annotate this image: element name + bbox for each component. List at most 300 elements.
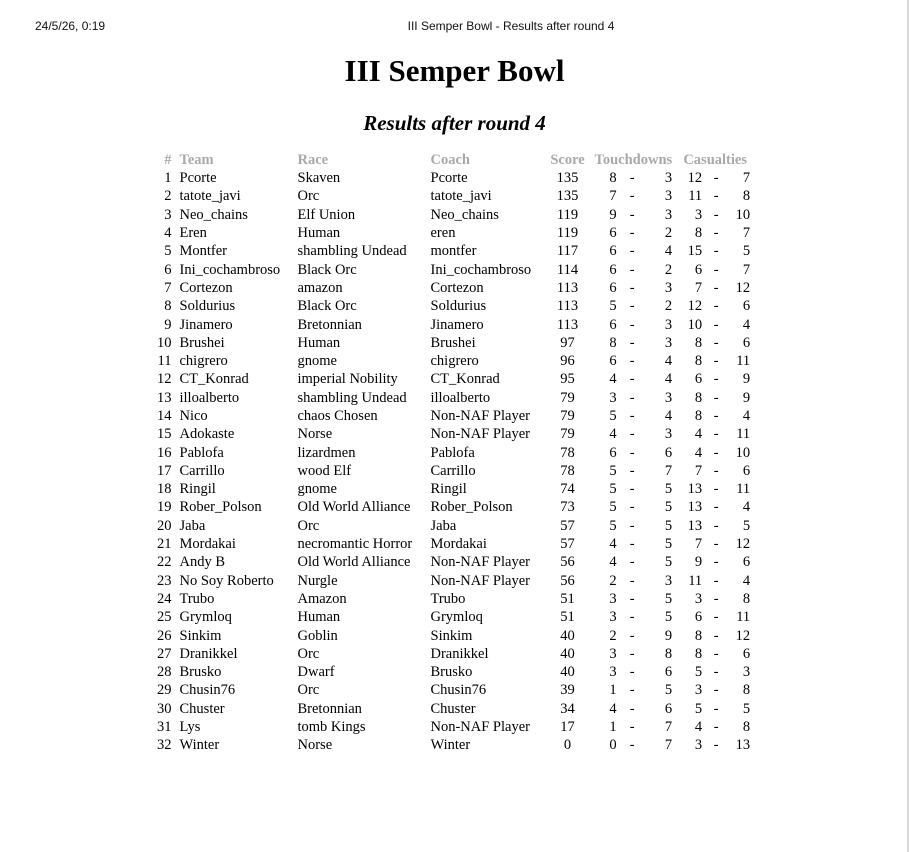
touchdowns-against-cell: 2 xyxy=(664,225,673,242)
rank-cell: 23 xyxy=(157,572,172,589)
touchdowns-against-cell: 4 xyxy=(664,371,673,388)
casualties-separator: - xyxy=(713,444,719,461)
coach-cell: Neo_chains xyxy=(430,206,499,223)
touchdowns-against-cell: 4 xyxy=(664,353,673,370)
team-cell: Chuster xyxy=(179,700,225,717)
touchdowns-against-cell: 5 xyxy=(664,682,673,699)
rank-cell: 22 xyxy=(157,554,172,571)
casualties-against-cell: 4 xyxy=(742,572,751,589)
table-row xyxy=(153,334,754,352)
touchdowns-separator: - xyxy=(629,609,635,626)
casualties-separator: - xyxy=(713,334,719,351)
race-cell: Human xyxy=(297,225,341,242)
coach-cell: Trubo xyxy=(430,590,466,607)
table-row xyxy=(153,718,754,736)
coach-cell: tatote_javi xyxy=(430,188,492,205)
casualties-against-cell: 9 xyxy=(742,371,751,388)
coach-cell: Pablofa xyxy=(430,444,475,461)
touchdowns-for-cell: 4 xyxy=(609,371,617,388)
race-cell: Amazon xyxy=(297,590,347,607)
race-cell: gnome xyxy=(297,481,337,498)
touchdowns-separator: - xyxy=(629,719,635,736)
touchdowns-against-cell: 6 xyxy=(664,700,673,717)
coach-cell: Cortezon xyxy=(430,279,484,296)
casualties-separator: - xyxy=(713,225,719,242)
touchdowns-for-cell: 5 xyxy=(609,481,617,498)
score-cell: 57 xyxy=(560,517,575,534)
table-row xyxy=(153,407,754,425)
score-cell: 39 xyxy=(560,682,575,699)
coach-cell: Jinamero xyxy=(430,316,484,333)
score-cell: 79 xyxy=(560,389,575,406)
touchdowns-separator: - xyxy=(629,206,635,223)
touchdowns-against-cell: 7 xyxy=(664,719,673,736)
score-cell: 40 xyxy=(560,664,575,681)
rank-cell: 8 xyxy=(164,298,172,315)
table-row xyxy=(153,370,754,388)
casualties-against-cell: 12 xyxy=(735,627,751,644)
touchdowns-for-cell: 3 xyxy=(609,389,617,406)
team-cell: Montfer xyxy=(179,243,228,260)
score-cell: 40 xyxy=(560,645,575,662)
touchdowns-against-cell: 3 xyxy=(664,389,673,406)
touchdowns-separator: - xyxy=(629,554,635,571)
rank-cell: 30 xyxy=(157,700,172,717)
team-cell: Jaba xyxy=(179,517,206,534)
casualties-separator: - xyxy=(713,554,719,571)
touchdowns-against-cell: 5 xyxy=(664,590,673,607)
casualties-against-cell: 5 xyxy=(742,243,751,260)
touchdowns-against-cell: 3 xyxy=(664,188,673,205)
team-cell: Pablofa xyxy=(179,444,224,461)
coach-cell: Ini_cochambroso xyxy=(430,261,532,278)
touchdowns-separator: - xyxy=(629,645,635,662)
casualties-separator: - xyxy=(713,371,719,388)
column-header-touchdowns: Touchdowns xyxy=(594,151,673,168)
touchdowns-against-cell: 5 xyxy=(664,499,673,516)
team-cell: CT_Konrad xyxy=(179,371,249,388)
touchdowns-separator: - xyxy=(629,664,635,681)
casualties-for-cell: 8 xyxy=(694,334,703,351)
coach-cell: Non-NAF Player xyxy=(430,408,530,424)
casualties-for-cell: 5 xyxy=(694,664,703,681)
race-cell: Skaven xyxy=(297,170,341,187)
score-cell: 73 xyxy=(560,499,575,516)
touchdowns-for-cell: 5 xyxy=(609,517,617,534)
results-table-header xyxy=(153,151,754,169)
table-row xyxy=(153,315,754,333)
rank-cell: 15 xyxy=(157,426,172,443)
casualties-for-cell: 13 xyxy=(687,517,703,534)
casualties-separator: - xyxy=(713,206,719,223)
touchdowns-for-cell: 5 xyxy=(609,298,617,315)
casualties-for-cell: 4 xyxy=(694,719,703,736)
coach-cell: Sinkim xyxy=(430,627,473,644)
touchdowns-against-cell: 3 xyxy=(664,316,673,333)
team-cell: Eren xyxy=(179,225,207,242)
touchdowns-for-cell: 2 xyxy=(609,572,617,589)
rank-cell: 26 xyxy=(157,627,172,644)
score-cell: 74 xyxy=(560,481,575,498)
race-cell: gnome xyxy=(297,353,337,370)
coach-cell: Rober_Polson xyxy=(430,499,513,516)
table-row xyxy=(153,553,754,571)
casualties-against-cell: 8 xyxy=(742,682,751,699)
touchdowns-for-cell: 1 xyxy=(609,719,617,736)
touchdowns-separator: - xyxy=(629,700,635,717)
casualties-separator: - xyxy=(713,353,719,370)
touchdowns-against-cell: 3 xyxy=(664,572,673,589)
casualties-separator: - xyxy=(713,261,719,278)
column-header-score: Score xyxy=(550,151,585,168)
team-cell: illoalberto xyxy=(179,389,240,406)
table-row xyxy=(153,169,754,187)
table-row xyxy=(153,645,754,663)
score-cell: 78 xyxy=(560,462,575,479)
casualties-for-cell: 11 xyxy=(688,188,703,205)
table-row xyxy=(153,389,754,407)
race-cell: necromantic Horror xyxy=(297,536,413,553)
score-cell: 135 xyxy=(556,170,579,187)
casualties-for-cell: 8 xyxy=(694,225,703,242)
coach-cell: chigrero xyxy=(430,353,479,370)
rank-cell: 3 xyxy=(164,206,172,223)
touchdowns-for-cell: 3 xyxy=(609,609,617,626)
team-cell: Jinamero xyxy=(179,316,233,333)
touchdowns-for-cell: 4 xyxy=(609,536,617,553)
touchdowns-for-cell: 6 xyxy=(609,279,617,296)
race-cell: Bretonnian xyxy=(297,700,362,717)
touchdowns-against-cell: 9 xyxy=(664,627,673,644)
team-cell: Lys xyxy=(179,719,201,736)
coach-cell: illoalberto xyxy=(430,389,491,406)
touchdowns-against-cell: 2 xyxy=(664,261,673,278)
table-row xyxy=(153,608,754,626)
table-row xyxy=(153,663,754,681)
touchdowns-for-cell: 8 xyxy=(609,334,617,351)
coach-cell: Non-NAF Player xyxy=(430,572,530,589)
casualties-against-cell: 6 xyxy=(742,334,751,351)
touchdowns-against-cell: 5 xyxy=(664,517,673,534)
casualties-against-cell: 11 xyxy=(736,353,751,370)
race-cell: Bretonnian xyxy=(297,316,362,333)
touchdowns-against-cell: 8 xyxy=(664,645,673,662)
rank-cell: 2 xyxy=(164,188,172,205)
touchdowns-against-cell: 5 xyxy=(664,481,673,498)
rank-cell: 4 xyxy=(164,225,172,242)
casualties-for-cell: 5 xyxy=(694,700,703,717)
casualties-for-cell: 13 xyxy=(687,481,703,498)
rank-cell: 9 xyxy=(164,316,172,333)
casualties-separator: - xyxy=(713,243,719,260)
rank-cell: 12 xyxy=(157,371,172,388)
touchdowns-separator: - xyxy=(629,627,635,644)
rank-cell: 27 xyxy=(157,645,172,662)
casualties-separator: - xyxy=(713,499,719,516)
casualties-against-cell: 4 xyxy=(742,408,751,424)
rank-cell: 13 xyxy=(157,389,172,406)
touchdowns-for-cell: 7 xyxy=(609,188,617,205)
rank-cell: 1 xyxy=(164,170,172,187)
rank-cell: 18 xyxy=(157,481,172,498)
score-cell: 79 xyxy=(560,426,575,443)
coach-cell: Non-NAF Player xyxy=(430,554,530,571)
touchdowns-for-cell: 9 xyxy=(609,206,617,223)
team-cell: Carrillo xyxy=(179,462,225,479)
touchdowns-against-cell: 6 xyxy=(664,664,673,681)
casualties-for-cell: 7 xyxy=(694,462,703,479)
results-table xyxy=(153,151,754,755)
race-cell: Orc xyxy=(297,188,320,205)
coach-cell: Carrillo xyxy=(430,462,476,479)
race-cell: Orc xyxy=(297,682,320,699)
touchdowns-for-cell: 6 xyxy=(609,316,617,333)
touchdowns-for-cell: 3 xyxy=(609,645,617,662)
casualties-for-cell: 6 xyxy=(694,371,703,388)
score-cell: 51 xyxy=(560,590,575,607)
casualties-separator: - xyxy=(713,645,719,662)
casualties-for-cell: 13 xyxy=(687,499,703,516)
touchdowns-separator: - xyxy=(629,389,635,406)
coach-cell: Winter xyxy=(430,737,471,754)
rank-cell: 14 xyxy=(157,408,172,424)
table-row xyxy=(153,700,754,718)
touchdowns-against-cell: 3 xyxy=(664,334,673,351)
casualties-separator: - xyxy=(713,590,719,607)
touchdowns-for-cell: 4 xyxy=(609,700,617,717)
touchdowns-for-cell: 5 xyxy=(609,462,617,479)
table-row xyxy=(153,480,754,498)
score-cell: 56 xyxy=(560,572,575,589)
race-cell: Old World Alliance xyxy=(297,499,411,516)
race-cell: Nurgle xyxy=(297,572,338,589)
touchdowns-for-cell: 0 xyxy=(609,737,617,754)
casualties-separator: - xyxy=(713,389,719,406)
casualties-for-cell: 3 xyxy=(694,682,703,699)
coach-cell: CT_Konrad xyxy=(430,371,500,388)
team-cell: Soldurius xyxy=(179,298,236,315)
rank-cell: 31 xyxy=(157,719,172,736)
rank-cell: 19 xyxy=(157,499,172,516)
casualties-against-cell: 5 xyxy=(742,700,751,717)
team-cell: Adokaste xyxy=(179,426,235,443)
casualties-for-cell: 8 xyxy=(694,389,703,406)
casualties-separator: - xyxy=(713,682,719,699)
casualties-against-cell: 11 xyxy=(736,426,751,443)
touchdowns-for-cell: 3 xyxy=(609,590,617,607)
page-subtitle: Results after round 4 xyxy=(363,111,546,135)
rank-cell: 7 xyxy=(164,279,172,296)
score-cell: 0 xyxy=(563,737,572,754)
team-cell: Neo_chains xyxy=(179,206,248,223)
race-cell: Old World Alliance xyxy=(297,554,411,571)
team-cell: chigrero xyxy=(179,353,228,370)
casualties-against-cell: 7 xyxy=(742,170,751,187)
touchdowns-against-cell: 3 xyxy=(664,279,673,296)
touchdowns-separator: - xyxy=(629,316,635,333)
touchdowns-for-cell: 3 xyxy=(609,664,617,681)
coach-cell: montfer xyxy=(430,243,477,260)
casualties-against-cell: 11 xyxy=(736,481,751,498)
touchdowns-against-cell: 5 xyxy=(664,554,673,571)
coach-cell: Dranikkel xyxy=(430,645,489,662)
casualties-against-cell: 3 xyxy=(742,664,751,681)
touchdowns-separator: - xyxy=(629,590,635,607)
casualties-separator: - xyxy=(713,627,719,644)
print-date: 24/5/26, 0:19 xyxy=(35,19,106,33)
rank-cell: 16 xyxy=(157,444,172,461)
casualties-separator: - xyxy=(713,188,719,205)
table-row xyxy=(153,535,754,553)
touchdowns-separator: - xyxy=(629,408,635,424)
team-cell: Grymloq xyxy=(179,609,232,626)
table-row xyxy=(153,206,754,224)
race-cell: Orc xyxy=(297,517,320,534)
coach-cell: Mordakai xyxy=(430,536,487,553)
casualties-for-cell: 8 xyxy=(694,645,703,662)
rank-cell: 21 xyxy=(157,536,172,553)
casualties-for-cell: 10 xyxy=(687,316,703,333)
team-cell: Ini_cochambroso xyxy=(179,261,281,278)
table-row xyxy=(153,297,754,315)
column-header-team: Team xyxy=(179,151,214,168)
score-cell: 117 xyxy=(556,243,579,260)
team-cell: Rober_Polson xyxy=(179,499,262,516)
casualties-for-cell: 8 xyxy=(694,353,703,370)
race-cell: Black Orc xyxy=(297,261,357,278)
touchdowns-for-cell: 6 xyxy=(609,353,617,370)
race-cell: Black Orc xyxy=(297,298,357,315)
touchdowns-separator: - xyxy=(629,481,635,498)
touchdowns-against-cell: 7 xyxy=(664,462,673,479)
table-row xyxy=(153,626,754,644)
race-cell: Goblin xyxy=(297,627,338,644)
casualties-against-cell: 4 xyxy=(742,499,751,516)
casualties-against-cell: 8 xyxy=(742,590,751,607)
team-cell: Brusko xyxy=(179,664,222,681)
race-cell: Dwarf xyxy=(297,664,335,681)
table-row xyxy=(153,443,754,461)
casualties-against-cell: 8 xyxy=(742,188,751,205)
casualties-against-cell: 5 xyxy=(742,517,751,534)
touchdowns-separator: - xyxy=(629,225,635,242)
casualties-against-cell: 9 xyxy=(742,389,751,406)
casualties-for-cell: 11 xyxy=(688,572,703,589)
team-cell: Nico xyxy=(179,408,208,424)
touchdowns-separator: - xyxy=(629,737,635,754)
touchdowns-separator: - xyxy=(629,170,635,187)
rank-cell: 29 xyxy=(157,682,172,699)
casualties-separator: - xyxy=(713,481,719,498)
touchdowns-against-cell: 5 xyxy=(664,536,673,553)
touchdowns-against-cell: 3 xyxy=(664,170,673,187)
touchdowns-separator: - xyxy=(629,243,635,260)
touchdowns-for-cell: 4 xyxy=(609,426,617,443)
casualties-for-cell: 15 xyxy=(687,243,703,260)
race-cell: imperial Nobility xyxy=(297,371,398,388)
touchdowns-for-cell: 8 xyxy=(609,170,617,187)
score-cell: 119 xyxy=(556,225,579,242)
touchdowns-for-cell: 2 xyxy=(609,627,617,644)
casualties-separator: - xyxy=(713,664,719,681)
casualties-for-cell: 6 xyxy=(694,609,703,626)
casualties-for-cell: 12 xyxy=(687,298,703,315)
team-cell: Dranikkel xyxy=(179,645,238,662)
score-cell: 119 xyxy=(556,206,579,223)
touchdowns-against-cell: 3 xyxy=(664,426,673,443)
score-cell: 40 xyxy=(560,627,575,644)
casualties-for-cell: 3 xyxy=(694,737,703,754)
touchdowns-for-cell: 4 xyxy=(609,554,617,571)
casualties-separator: - xyxy=(713,609,719,626)
race-cell: shambling Undead xyxy=(297,243,407,260)
touchdowns-separator: - xyxy=(629,462,635,479)
team-cell: Mordakai xyxy=(179,536,236,553)
rank-cell: 17 xyxy=(157,462,172,479)
table-row xyxy=(153,517,754,535)
table-row xyxy=(153,462,754,480)
casualties-for-cell: 9 xyxy=(694,554,703,571)
team-cell: Pcorte xyxy=(179,170,217,187)
casualties-against-cell: 6 xyxy=(742,298,751,315)
touchdowns-separator: - xyxy=(629,517,635,534)
table-row xyxy=(153,572,754,590)
casualties-separator: - xyxy=(713,719,719,736)
score-cell: 57 xyxy=(560,536,575,553)
casualties-separator: - xyxy=(713,408,719,424)
casualties-separator: - xyxy=(713,279,719,296)
casualties-against-cell: 6 xyxy=(742,554,751,571)
casualties-against-cell: 12 xyxy=(735,536,751,553)
table-row xyxy=(153,681,754,699)
casualties-against-cell: 4 xyxy=(742,316,751,333)
touchdowns-for-cell: 5 xyxy=(609,408,617,424)
coach-cell: Brushei xyxy=(430,334,476,351)
casualties-against-cell: 7 xyxy=(742,261,751,278)
team-cell: tatote_javi xyxy=(179,188,241,205)
race-cell: Elf Union xyxy=(297,206,356,223)
race-cell: shambling Undead xyxy=(297,389,407,406)
team-cell: Andy B xyxy=(179,554,226,571)
touchdowns-against-cell: 2 xyxy=(664,298,673,315)
score-cell: 56 xyxy=(560,554,575,571)
casualties-against-cell: 11 xyxy=(736,609,751,626)
touchdowns-separator: - xyxy=(629,499,635,516)
score-cell: 79 xyxy=(560,408,575,424)
casualties-for-cell: 3 xyxy=(694,590,703,607)
column-header-race: Race xyxy=(297,151,329,168)
touchdowns-against-cell: 4 xyxy=(664,243,673,260)
touchdowns-for-cell: 6 xyxy=(609,444,617,461)
score-cell: 135 xyxy=(556,188,579,205)
table-row xyxy=(153,736,754,754)
touchdowns-separator: - xyxy=(629,572,635,589)
rank-cell: 10 xyxy=(157,334,172,351)
casualties-against-cell: 12 xyxy=(735,279,751,296)
casualties-against-cell: 8 xyxy=(742,719,751,736)
coach-cell: eren xyxy=(430,225,456,242)
score-cell: 97 xyxy=(560,334,575,351)
rank-cell: 25 xyxy=(157,609,172,626)
touchdowns-against-cell: 5 xyxy=(664,609,673,626)
touchdowns-separator: - xyxy=(629,353,635,370)
touchdowns-separator: - xyxy=(629,261,635,278)
casualties-for-cell: 8 xyxy=(694,408,703,424)
casualties-separator: - xyxy=(713,517,719,534)
casualties-for-cell: 3 xyxy=(694,206,703,223)
touchdowns-against-cell: 6 xyxy=(664,444,673,461)
race-cell: lizardmen xyxy=(297,444,356,461)
